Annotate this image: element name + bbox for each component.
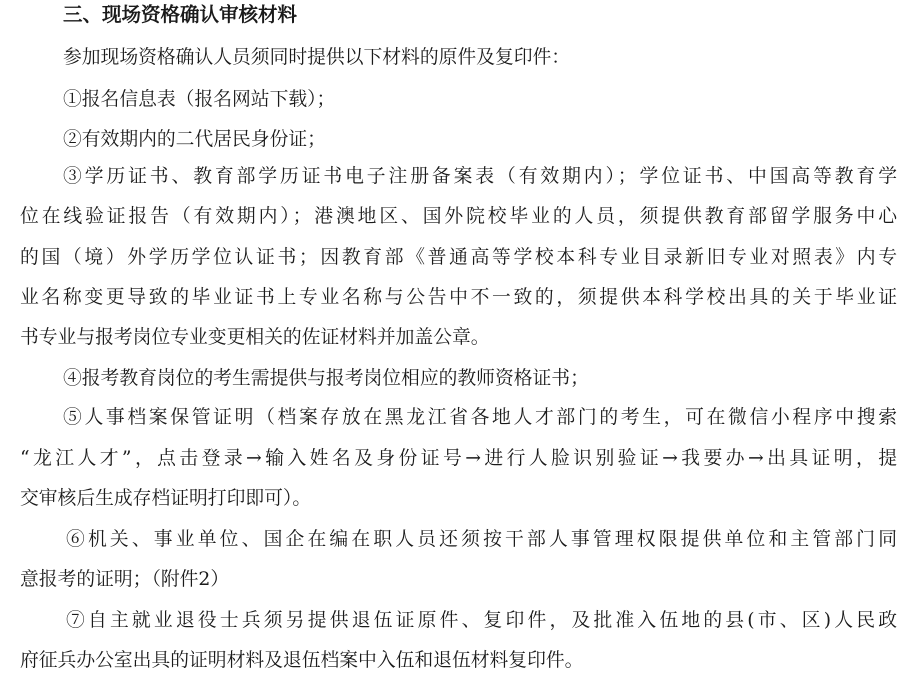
list-item-3-line-5: 书专业与报考岗位专业变更相关的佐证材料并加盖公章。 (20, 327, 490, 348)
list-item-5-line-1: ⑤人事档案保管证明（档案存放在黑龙江省各地人才部门的考生，可在微信小程序中搜索 (63, 407, 897, 428)
list-item-7-line-1: ⑦自主就业退役士兵须另提供退伍证原件、复印件，及批准入伍地的县(市、区)人民政 (66, 610, 897, 631)
list-item-3-line-2: 位在线验证报告（有效期内）；港澳地区、国外院校毕业的人员，须提供教育部留学服务中心 (20, 206, 897, 227)
list-item-6-line-1: ⑥机关、事业单位、国企在编在职人员还须按干部人事管理权限提供单位和主管部门同 (66, 529, 897, 550)
intro-paragraph: 参加现场资格确认人员须同时提供以下材料的原件及复印件： (63, 47, 571, 68)
list-item-5-line-2: “龙江人才”，点击登录→输入姓名及身份证号→进行人脸识别验证→我要办→出具证明，提 (20, 448, 897, 469)
list-item-2: ②有效期内的二代居民身份证； (63, 129, 326, 150)
list-item-5-line-3: 交审核后生成存档证明打印即可）。 (20, 488, 312, 509)
list-item-4: ④报考教育岗位的考生需提供与报考岗位相应的教师资格证书； (63, 368, 589, 389)
list-item-3-line-1: ③学历证书、教育部学历证书电子注册备案表（有效期内）；学位证书、中国高等教育学 (63, 166, 897, 187)
list-item-3-line-3: 的国（境）外学历学位认证书；因教育部《普通高等学校本科专业目录新旧专业对照表》内专 (20, 247, 897, 268)
list-item-7-line-2: 府征兵办公室出具的证明材料及退伍档案中入伍和退伍材料复印件。 (20, 650, 584, 671)
list-item-1: ①报名信息表（报名网站下载）； (63, 89, 336, 110)
list-item-3-line-4: 业名称变更导致的毕业证书上专业名称与公告中不一致的，须提供本科学校出具的关于毕业证 (20, 287, 897, 308)
section-heading: 三、现场资格确认审核材料 (63, 3, 298, 26)
list-item-6-line-2: 意报考的证明；（附件2） (20, 569, 230, 590)
